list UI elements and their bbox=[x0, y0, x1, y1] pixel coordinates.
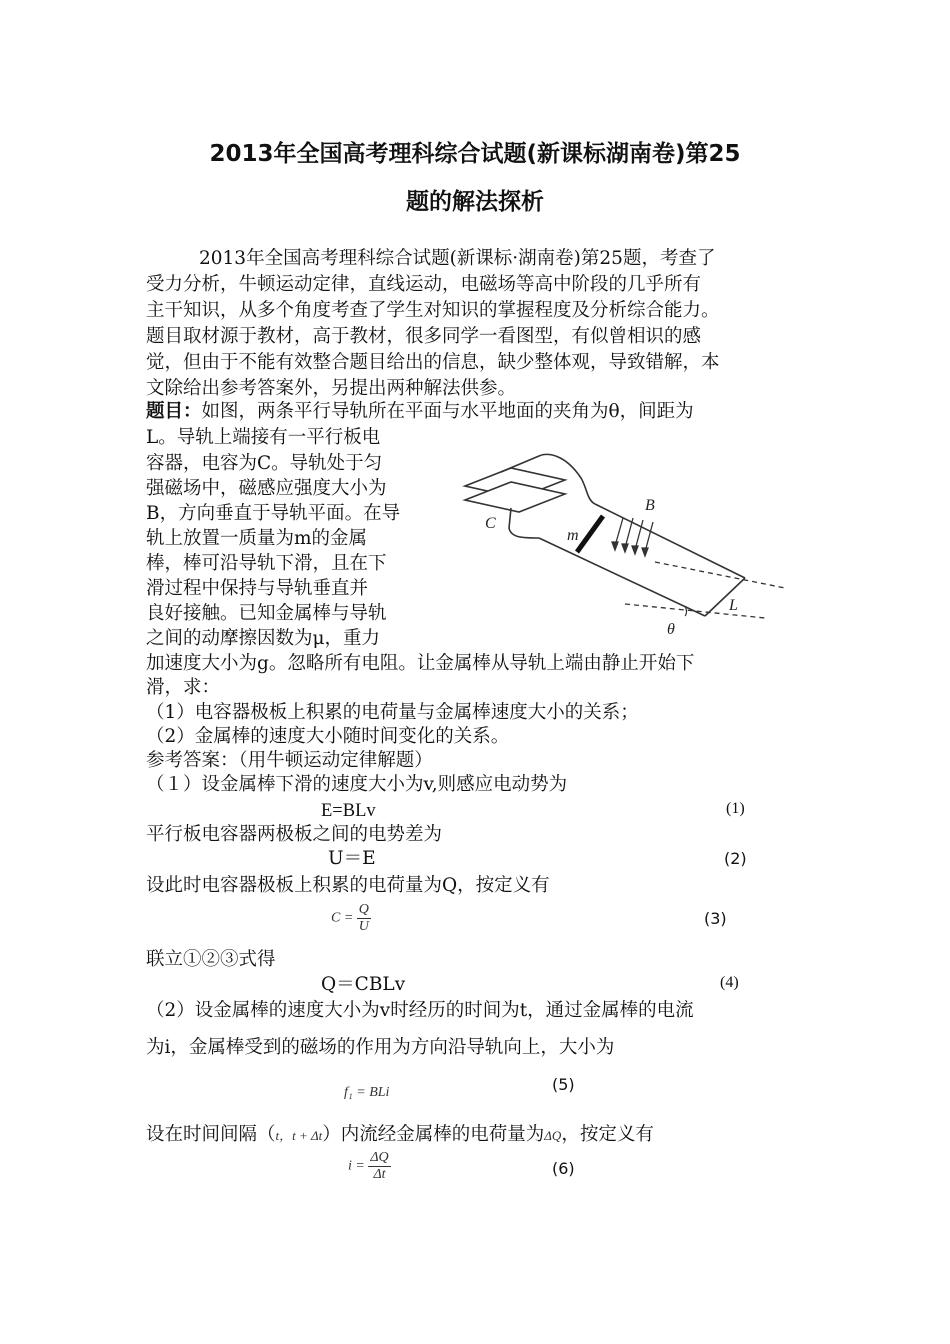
equation-4: Q＝CBLv bbox=[321, 974, 406, 995]
problem-wrapped-line: 强磁场中，磁感应强度大小为 bbox=[146, 478, 387, 499]
answer-line-interval bbox=[146, 1122, 654, 1149]
figure-label-theta: θ bbox=[667, 621, 675, 638]
interval-mid: ）内流经金属棒的电荷量为 bbox=[322, 1124, 545, 1145]
intro-line: 觉，但由于不能有效整合题目给出的信息，缺少整体观，导致错解，本 bbox=[146, 352, 720, 373]
figure-label-b: B bbox=[645, 497, 655, 514]
page-title-line2: 题的解法探析 bbox=[406, 189, 544, 215]
equation-6-lhs: i = bbox=[348, 1158, 365, 1174]
page-title-line1: 2013年全国高考理科综合试题(新课标湖南卷)第25 bbox=[209, 141, 741, 167]
equation-6-denominator: Δt bbox=[373, 1167, 386, 1182]
equation-6 bbox=[348, 1150, 391, 1183]
figure-label-m: m bbox=[567, 527, 579, 544]
answer-line: （2）设金属棒的速度大小为v时经历的时间为t，通过金属棒的电流 bbox=[146, 1000, 694, 1021]
answer-line: 设此时电容器极板上积累的电荷量为Q，按定义有 bbox=[146, 875, 550, 896]
equation-6-numerator: ΔQ bbox=[370, 1150, 389, 1165]
equation-5: f₁ = BLi bbox=[344, 1085, 390, 1100]
equation-3-number: (3) bbox=[704, 909, 727, 928]
equation-1-number: (1) bbox=[726, 800, 745, 817]
problem-after-line: 滑，求： bbox=[146, 677, 221, 698]
equation-3-denominator: U bbox=[358, 919, 369, 934]
problem-wrapped-line: 棒，棒可沿导轨下滑，且在下 bbox=[146, 553, 387, 574]
problem-text: 如图，两条平行导轨所在平面与水平地面的夹角为θ，间距为 bbox=[201, 401, 694, 422]
answer-line: 联立①②③式得 bbox=[146, 949, 276, 970]
problem-after-line: （1）电容器极板上积累的电荷量与金属棒速度大小的关系； bbox=[146, 702, 639, 723]
problem-wrapped-line: 容器，电容为C。导轨处于匀 bbox=[146, 453, 383, 474]
figure-label-c: C bbox=[485, 515, 496, 532]
equation-2-number: (2) bbox=[724, 849, 747, 868]
answer-line: 平行板电容器两极板之间的电势差为 bbox=[146, 824, 443, 845]
equation-3 bbox=[331, 902, 371, 935]
equation-3-lhs: C = bbox=[331, 910, 354, 926]
problem-wrapped-line: 之间的动摩擦因数为μ，重力 bbox=[146, 628, 381, 649]
figure-label-l: L bbox=[729, 597, 738, 614]
interval-value: t，t + Δt bbox=[275, 1128, 323, 1143]
delta-q: ΔQ bbox=[544, 1128, 562, 1143]
problem-after-line: （2）金属棒的速度大小随时间变化的关系。 bbox=[146, 726, 510, 747]
intro-line: 主干知识，从多个角度考查了学生对知识的掌握程度及分析综合能力。 bbox=[146, 300, 720, 321]
rail-capacitor-figure bbox=[455, 438, 795, 638]
answer-line: （１）设金属棒下滑的速度大小为v,则感应电动势为 bbox=[146, 774, 568, 795]
problem-wrapped-line: 轨上放置一质量为m的金属 bbox=[146, 528, 368, 549]
intro-line: 受力分析，牛顿运动定律，直线运动，电磁场等高中阶段的几乎所有 bbox=[146, 274, 702, 295]
problem-wrapped-line: 滑过程中保持与导轨垂直并 bbox=[146, 578, 369, 599]
answer-heading: 参考答案：（用牛顿运动定律解题） bbox=[146, 750, 433, 771]
interval-prefix: 设在时间间隔（ bbox=[146, 1124, 276, 1145]
equation-2: U＝E bbox=[328, 848, 376, 869]
problem-first-line bbox=[146, 399, 694, 425]
equation-1: E=BLv bbox=[321, 801, 376, 821]
problem-wrapped-line: 良好接触。已知金属棒与导轨 bbox=[146, 603, 387, 624]
equation-3-numerator: Q bbox=[358, 902, 369, 917]
equation-6-number: (6) bbox=[552, 1159, 575, 1178]
intro-line: 2013年全国高考理科综合试题(新课标·湖南卷)第25题，考查了 bbox=[199, 248, 716, 269]
problem-after-line: 加速度大小为g。忽略所有电阻。让金属棒从导轨上端由静止开始下 bbox=[146, 653, 695, 674]
answer-line: 为i，金属棒受到的磁场的作用为方向沿导轨向上，大小为 bbox=[146, 1037, 615, 1058]
problem-wrapped-line: B，方向垂直于导轨平面。在导 bbox=[146, 503, 401, 524]
intro-line: 文除给出参考答案外，另提出两种解法供参。 bbox=[146, 378, 517, 399]
interval-suffix: ，按定义有 bbox=[561, 1124, 654, 1145]
equation-5-number: (5) bbox=[552, 1075, 575, 1094]
equation-3-fraction bbox=[357, 902, 371, 935]
equation-4-number: (4) bbox=[720, 974, 739, 991]
intro-line: 题目取材源于教材，高于教材，很多同学一看图型，有似曾相识的感 bbox=[146, 326, 702, 347]
problem-wrapped-line: L。导轨上端接有一平行板电 bbox=[146, 427, 381, 448]
equation-6-fraction bbox=[368, 1150, 390, 1183]
problem-label: 题目： bbox=[146, 401, 202, 422]
